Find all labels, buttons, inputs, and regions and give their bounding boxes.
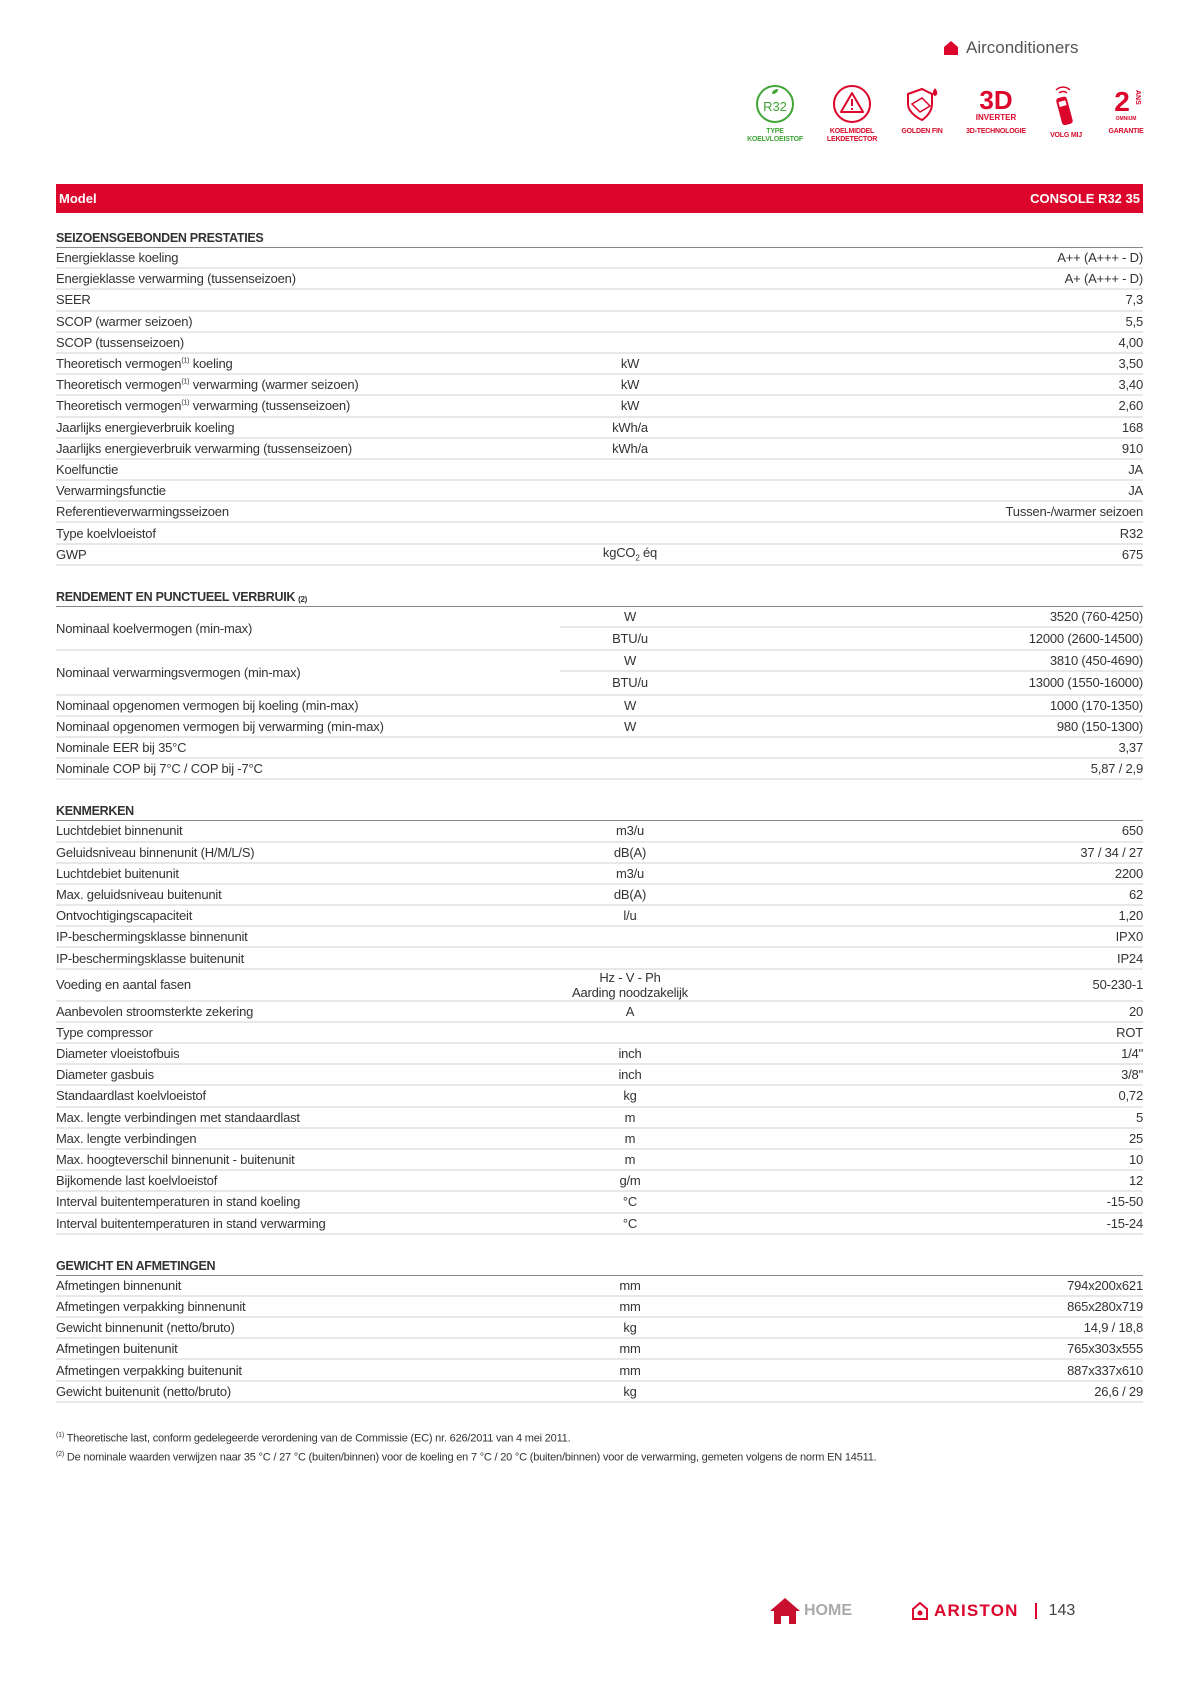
row-unit: A: [625, 1003, 635, 1019]
icon-label: LEKDETECTOR: [826, 136, 878, 143]
row-value: 0,72: [1118, 1088, 1143, 1104]
row-label: Bijkomende last koelvloeistof: [56, 1173, 218, 1189]
row-label: Nominaal opgenomen vermogen bij verwarming (min-max): [56, 718, 384, 734]
row-value: 5: [1135, 1109, 1143, 1125]
row-value: 2200: [1114, 865, 1143, 881]
row-label: Afmetingen verpakking binnenunit: [56, 1298, 246, 1314]
row-value: 765x303x555: [1067, 1341, 1143, 1357]
row-unit: kWh/a: [612, 419, 648, 435]
table-row: [56, 970, 1143, 1002]
table-row: [56, 885, 1143, 906]
table-row: [56, 1214, 1143, 1235]
svg-text:2: 2: [1114, 86, 1130, 117]
row-unit: kW: [620, 377, 640, 393]
table-row: [56, 1023, 1143, 1044]
row-label: Referentieverwarmingsseizoen: [56, 504, 229, 520]
feature-icons: [0, 84, 1191, 154]
row-label: Nominaal opgenomen vermogen bij koeling (min-max): [56, 697, 359, 713]
row-value: 26,6 / 29: [1094, 1383, 1143, 1399]
table-row: [56, 1382, 1143, 1403]
row-value: 865x280x719: [1067, 1298, 1143, 1314]
row-label: Gewicht binnenunit (netto/bruto): [56, 1320, 235, 1336]
brand-name: ARISTON: [934, 1601, 1019, 1620]
row-value: 675: [1121, 546, 1143, 562]
row-value: 3520 (760-4250): [1049, 608, 1143, 624]
svg-text:OMNIUM: OMNIUM: [1115, 116, 1137, 122]
row-value: 1,20: [1118, 908, 1143, 924]
row-value: 3/8": [1121, 1067, 1143, 1083]
spec-table: [56, 184, 1143, 1403]
spec-section: [56, 1254, 1143, 1403]
row-value: 7,3: [1125, 292, 1143, 308]
table-row: [56, 927, 1143, 948]
row-label: Max. lengte verbindingen met standaardlast: [56, 1109, 300, 1125]
row-label: GWP: [56, 546, 87, 562]
row-value: 50-230-1: [1092, 977, 1143, 993]
row-label: Ontvochtigingscapaciteit: [56, 908, 193, 924]
row-value: IP24: [1117, 950, 1143, 966]
table-row: [56, 248, 1143, 269]
row-value: JA: [1128, 483, 1143, 499]
row-value: JA: [1128, 461, 1143, 477]
row-unit: W: [623, 697, 637, 713]
spec-section: [56, 226, 1143, 566]
table-row: [56, 607, 1143, 651]
footer: [770, 1596, 1075, 1626]
warranty-icon: [1106, 84, 1146, 124]
row-value: 3810 (450-4690): [1049, 653, 1143, 669]
row-label: Luchtdebiet binnenunit: [56, 823, 183, 839]
row-unit: m: [624, 1109, 636, 1125]
table-row: [56, 948, 1143, 969]
table-row: [56, 1339, 1143, 1360]
row-label: Diameter vloeistofbuis: [56, 1046, 180, 1062]
svg-text:3D: 3D: [979, 85, 1013, 115]
row-unit: inch: [618, 1067, 642, 1083]
icon-label: KOELMIDDEL: [829, 128, 875, 135]
leak-detector-icon: [832, 84, 872, 124]
table-row: [56, 1150, 1143, 1171]
row-label: Gewicht buitenunit (netto/bruto): [56, 1383, 231, 1399]
table-row: [56, 1297, 1143, 1318]
icon-label: GARANTIE: [1108, 128, 1144, 135]
row-unit: m3/u: [615, 865, 645, 881]
table-row: [56, 1318, 1143, 1339]
ariston-logo-icon: [912, 1602, 928, 1620]
footnote-1: $^{(1)}$ Theoretische last, conform gedelegeerde verordening van de Commissie (EC) nr. 626/2011 van 4 mei 2011.: [56, 1432, 571, 1445]
row-value: 2,60: [1118, 398, 1143, 414]
row-label: SCOP (warmer seizoen): [56, 313, 193, 329]
icon-label: TYPE: [766, 128, 784, 135]
icon-label: VOLG MIJ: [1050, 132, 1082, 139]
row-label: Diameter gasbuis: [56, 1067, 154, 1083]
home-link[interactable]: [770, 1598, 852, 1624]
row-label: Aanbevolen stroomsterkte zekering: [56, 1003, 254, 1019]
row-value: 37 / 34 / 27: [1080, 844, 1143, 860]
row-label: Max. geluidsniveau buitenunit: [56, 886, 222, 902]
row-label: IP-beschermingsklasse binnenunit: [56, 929, 248, 945]
table-row: [56, 1065, 1143, 1086]
table-row: [56, 545, 1143, 566]
row-value: 20: [1128, 1003, 1143, 1019]
table-row: [56, 1360, 1143, 1381]
row-value: 5,5: [1125, 313, 1143, 329]
row-unit: W: [623, 608, 637, 624]
ariston-logo: [912, 1601, 1019, 1621]
row-label: Nominale EER bij 35°C: [56, 740, 187, 756]
row-label: Energieklasse koeling: [56, 250, 179, 266]
table-row: [56, 1044, 1143, 1065]
row-label: Energieklasse verwarming (tussenseizoen): [56, 271, 296, 287]
row-unit: m: [624, 1130, 636, 1146]
r32-icon: [755, 84, 795, 124]
table-row: [56, 1192, 1143, 1213]
row-unit: g/m: [619, 1173, 641, 1189]
row-label: Interval buitentemperaturen in stand verwarming: [56, 1215, 326, 1231]
section-title: SEIZOENSGEBONDEN PRESTATIES: [56, 226, 1143, 248]
row-label: Geluidsniveau binnenunit (H/M/L/S): [56, 844, 255, 860]
3d-inverter-icon: [972, 84, 1020, 124]
row-label: Nominaal verwarmingsvermogen (min-max): [56, 664, 301, 680]
table-row: [56, 1129, 1143, 1150]
table-row: [56, 354, 1143, 375]
remote-control-icon: [1046, 84, 1086, 128]
category-header: [944, 38, 1078, 58]
row-value: 794x200x621: [1067, 1277, 1143, 1293]
svg-text:R32: R32: [763, 99, 787, 114]
table-row: [56, 333, 1143, 354]
table-row: [56, 1171, 1143, 1192]
row-label: Jaarlijks energieverbruik koeling: [56, 419, 235, 435]
row-value: 650: [1121, 823, 1143, 839]
row-unit: kWh/a: [612, 440, 648, 456]
row-unit: W: [623, 653, 637, 669]
row-label: Verwarmingsfunctie: [56, 483, 166, 499]
table-row: [56, 759, 1143, 780]
row-label: SEER: [56, 292, 91, 308]
row-unit: m3/u: [615, 823, 645, 839]
row-label: Theoretisch vermogen$^{(1)}$ verwarming (tussenseizoen): [56, 398, 351, 414]
table-row: [56, 738, 1143, 759]
table-row: [56, 906, 1143, 927]
row-value: 980 (150-1300): [1056, 718, 1143, 734]
row-value: 1/4": [1121, 1046, 1143, 1062]
row-label: Voeding en aantal fasen: [56, 977, 191, 993]
house-icon: [944, 41, 958, 55]
row-label: Theoretisch vermogen$^{(1)}$ verwarming (warmer seizoen): [56, 377, 359, 393]
row-label: Standaardlast koelvloeistof: [56, 1088, 206, 1104]
row-label: Max. lengte verbindingen: [56, 1130, 197, 1146]
golden-fin-feature: [882, 84, 962, 136]
divider: [1035, 1603, 1037, 1619]
table-row: [56, 418, 1143, 439]
row-unit: m: [624, 1152, 636, 1168]
section-title: GEWICHT EN AFMETINGEN: [56, 1254, 1143, 1276]
icon-label: KOELVLOEISTOF: [747, 136, 803, 143]
row-value: 1000 (170-1350): [1049, 697, 1143, 713]
home-label: HOME: [804, 1602, 852, 1619]
row-value: 25: [1128, 1130, 1143, 1146]
row-label: Interval buitentemperaturen in stand koeling: [56, 1194, 301, 1210]
row-label: IP-beschermingsklasse buitenunit: [56, 950, 244, 966]
model-header: [56, 184, 1143, 213]
row-value: A+ (A+++ - D): [1064, 271, 1143, 287]
table-row: [56, 717, 1143, 738]
row-unit: °C: [622, 1215, 638, 1231]
table-row: [56, 864, 1143, 885]
row-value: 13000 (1550-16000): [1028, 675, 1143, 691]
row-unit: Hz - V - Ph Aarding noodzakelijk: [572, 969, 688, 1000]
row-label: Max. hoogteverschil binnenunit - buitenunit: [56, 1152, 295, 1168]
svg-text:INVERTER: INVERTER: [975, 113, 1017, 122]
row-label: Afmetingen verpakking buitenunit: [56, 1362, 242, 1378]
spec-section: [56, 799, 1143, 1234]
row-value: 12000 (2600-14500): [1028, 631, 1143, 647]
row-label: Type compressor: [56, 1024, 153, 1040]
row-unit: mm: [619, 1298, 641, 1314]
table-row: [56, 439, 1143, 460]
row-unit: mm: [619, 1341, 641, 1357]
row-unit: mm: [619, 1277, 641, 1293]
page-number: 143: [1048, 1602, 1076, 1619]
table-row: [56, 1086, 1143, 1107]
row-value: -15-24: [1106, 1215, 1143, 1231]
row-value: 14,9 / 18,8: [1083, 1320, 1143, 1336]
warranty-feature: [1086, 84, 1166, 136]
icon-label: 3D-TECHNOLOGIE: [966, 128, 1026, 135]
row-unit: mm: [619, 1362, 641, 1378]
row-unit: kW: [620, 398, 640, 414]
row-value: IPX0: [1115, 929, 1143, 945]
row-value: Tussen-/warmer seizoen: [1005, 504, 1143, 520]
row-value: 10: [1128, 1152, 1143, 1168]
row-value: 910: [1121, 440, 1143, 456]
row-value: 3,37: [1118, 740, 1143, 756]
row-value: 168: [1121, 419, 1143, 435]
r32-feature: [735, 84, 815, 144]
row-value: 3,50: [1118, 356, 1143, 372]
section-title: RENDEMENT EN PUNCTUEEL VERBRUIK $_{(2)}$: [56, 585, 1143, 607]
table-row: [56, 312, 1143, 333]
model-label: Model: [59, 191, 97, 206]
table-row: [56, 1276, 1143, 1297]
row-label: Afmetingen binnenunit: [56, 1277, 182, 1293]
table-row: [56, 290, 1143, 311]
row-unit: °C: [622, 1194, 638, 1210]
row-unit: dB(A): [613, 886, 647, 902]
svg-text:ANS: ANS: [1134, 90, 1141, 105]
table-row: [56, 523, 1143, 544]
row-unit: BTU/u: [612, 631, 648, 647]
row-unit: W: [623, 718, 637, 734]
footnote-2: $^{(2)}$ De nominale waarden verwijzen naar 35 °C / 27 °C (buiten/binnen) voor de koeling en 7 °C / 20 °C (buiten/binnen) voor de verwarming, gemeten volgens de norm EN 14511.: [56, 1450, 877, 1464]
row-unit: inch: [618, 1046, 642, 1062]
row-label: Koelfunctie: [56, 461, 119, 477]
row-label: Afmetingen buitenunit: [56, 1341, 178, 1357]
table-row: [56, 821, 1143, 842]
table-row: [56, 1108, 1143, 1129]
row-unit: kg: [623, 1088, 637, 1104]
row-unit: kW: [620, 356, 640, 372]
row-value: 4,00: [1118, 334, 1143, 350]
row-unit: kgCO$_2$ éq: [602, 545, 658, 564]
model-name: CONSOLE R32 35: [1030, 191, 1140, 206]
row-label: Luchtdebiet buitenunit: [56, 865, 179, 881]
spec-section: [56, 585, 1143, 781]
row-value: A++ (A+++ - D): [1057, 250, 1143, 266]
row-label: Nominaal koelvermogen (min-max): [56, 620, 253, 636]
3d-inverter-feature: [956, 84, 1036, 136]
table-row: [56, 502, 1143, 523]
home-icon: [770, 1598, 800, 1624]
row-value: -15-50: [1106, 1194, 1143, 1210]
golden-fin-icon: [902, 84, 942, 124]
section-title: KENMERKEN: [56, 799, 1143, 821]
row-label: Jaarlijks energieverbruik verwarming (tussenseizoen): [56, 440, 352, 456]
table-row: [56, 481, 1143, 502]
table-row: [56, 269, 1143, 290]
row-value: ROT: [1116, 1024, 1143, 1040]
row-label: Type koelvloeistof: [56, 525, 156, 541]
row-value: 3,40: [1118, 377, 1143, 393]
table-row: [56, 460, 1143, 481]
row-unit: BTU/u: [612, 675, 648, 691]
icon-label: GOLDEN FIN: [901, 128, 943, 135]
table-row: [56, 396, 1143, 417]
row-value: R32: [1119, 525, 1143, 541]
category-title: Airconditioners: [966, 38, 1079, 57]
row-value: 5,87 / 2,9: [1090, 761, 1143, 777]
row-unit: dB(A): [613, 844, 647, 860]
row-unit: kg: [623, 1320, 637, 1336]
table-row: [56, 651, 1143, 695]
leak-detector-feature: [812, 84, 892, 144]
table-row: [56, 843, 1143, 864]
table-row: [56, 1002, 1143, 1023]
row-label: Nominale COP bij 7°C / COP bij -7°C: [56, 761, 263, 777]
row-label: SCOP (tussenseizoen): [56, 334, 184, 350]
row-value: 12: [1128, 1173, 1143, 1189]
table-row: [56, 696, 1143, 717]
footnotes: [56, 1428, 876, 1465]
row-value: 887x337x610: [1067, 1362, 1143, 1378]
row-unit: l/u: [623, 908, 637, 924]
row-value: 62: [1128, 886, 1143, 902]
row-label: Theoretisch vermogen$^{(1)}$ koeling: [56, 356, 233, 372]
table-row: [56, 375, 1143, 396]
row-unit: kg: [623, 1383, 637, 1399]
